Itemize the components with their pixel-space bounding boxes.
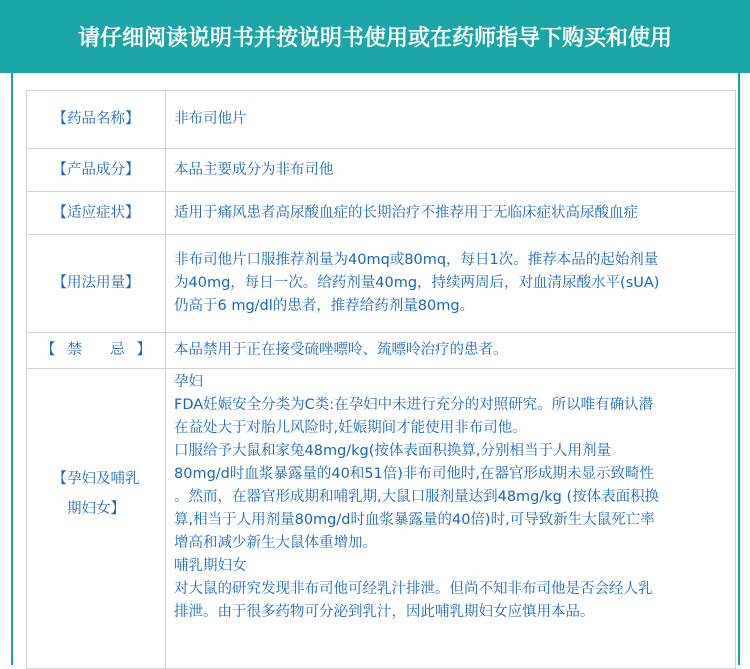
pregnancy-line: 增高和减少新生大鼠体重增加。 xyxy=(174,535,377,551)
pregnancy-line: 哺乳期妇女 xyxy=(174,558,247,574)
table-row xyxy=(27,91,736,149)
contraindication-label-text xyxy=(41,339,151,362)
dosage-line: 仍高于6 mg/dl的患者，推荐给药剂量80mg。 xyxy=(174,298,475,314)
pregnancy-line: 排泄。由于很多药物可分泌到乳汁，因此哺乳期妇女应慎用本品。 xyxy=(174,604,595,620)
row-label-dosage: 【用法用量】 xyxy=(27,235,166,333)
row-label-name: 【药品名称】 xyxy=(27,91,166,149)
pregnancy-line: 算,相当于人用剂量80mg/d时血浆暴露量的40倍)时,可导致新生大鼠死亡率 xyxy=(174,512,655,528)
row-value-contraindication: 本品禁用于正在接受硫唑嘌呤、巯嘌呤治疗的患者。 xyxy=(166,333,736,369)
pregnancy-label-line: 期妇女】 xyxy=(67,500,125,517)
pregnancy-line: 。然而，在器官形成期和哺乳期,大鼠口服剂量达到48mg/kg (按体表面积换 xyxy=(174,489,660,505)
row-value-ingredient: 本品主要成分为非布司他 xyxy=(166,149,736,192)
dosage-line: 非布司他片口服推荐剂量为40mq或80mq，每日1次。推荐本品的起始剂量 xyxy=(174,252,659,268)
drug-info-table xyxy=(26,90,736,669)
contraindication-label-open: 【禁 xyxy=(41,342,94,358)
contraindication-label-close: 忌】 xyxy=(110,342,152,358)
row-value-indication: 适用于痛风患者高尿酸血症的长期治疗不推荐用于无临床症状高尿酸血症 xyxy=(166,192,736,235)
pregnancy-line: 孕妇 xyxy=(174,374,203,390)
table-row xyxy=(27,235,736,333)
pregnancy-line: 口服给予大鼠和家兔48mg/kg(按体表面积换算,分别相当于人用剂量 xyxy=(174,443,612,459)
row-label-pregnancy xyxy=(27,369,166,669)
dosage-line: 为40mg，每日一次。给药剂量40mg，持续两周后，对血清尿酸水平(sUA) xyxy=(174,275,660,291)
table-row xyxy=(27,192,736,235)
warning-banner-text: 请仔细阅读说明书并按说明书使用或在药师指导下购买和使用 xyxy=(77,26,672,51)
row-label-indication: 【适应症状】 xyxy=(27,192,166,235)
pregnancy-line: 对大鼠的研究发现非布司他可经乳汁排泄。但尚不知非布司他是否会经人乳 xyxy=(174,581,653,597)
table-row xyxy=(27,149,736,192)
row-label-ingredient: 【产品成分】 xyxy=(27,149,166,192)
warning-banner xyxy=(0,0,750,73)
pregnancy-label-line: 【孕妇及哺乳 xyxy=(52,470,140,487)
pregnancy-line: 80mg/d时血浆暴露量的40和51倍)非布司他时,在器官形成期未显示致畸性 xyxy=(174,466,655,482)
table-row xyxy=(27,369,736,669)
pregnancy-line: FDA妊娠安全分类为C类:在孕妇中未进行充分的对照研究。所以唯有确认潜 xyxy=(174,397,654,413)
row-value-name: 非布司他片 xyxy=(166,91,736,149)
row-value-pregnancy xyxy=(166,369,736,669)
table-row xyxy=(27,333,736,369)
row-value-dosage xyxy=(166,235,736,333)
row-label-contraindication xyxy=(27,333,166,369)
pregnancy-line: 在益处大于对胎儿风险时,妊娠期间才能使用非布司他。 xyxy=(174,420,527,436)
